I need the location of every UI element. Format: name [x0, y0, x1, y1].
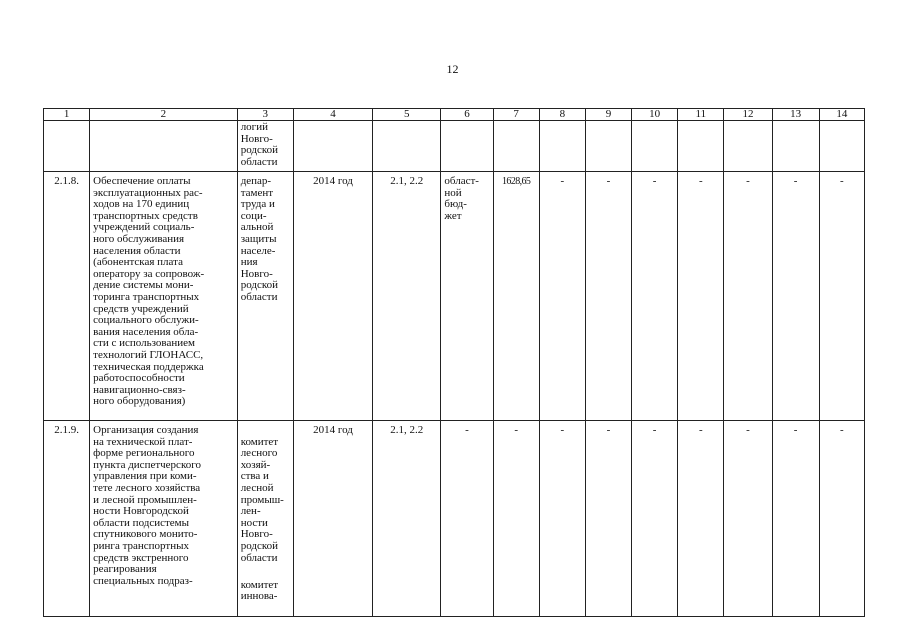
amount-cell: -: [678, 172, 724, 421]
amount-cell: -: [819, 172, 864, 421]
column-number: 10: [632, 109, 678, 121]
column-number: 3: [237, 109, 293, 121]
column-number: 11: [678, 109, 724, 121]
amount-cell: -: [772, 172, 819, 421]
responsible-cell: логий Новго- родской области: [237, 121, 293, 172]
continuation-row: [44, 121, 865, 172]
responsible-cell: [237, 421, 293, 617]
amount-cell: -: [632, 421, 678, 617]
amount-cell: -: [724, 172, 772, 421]
amount-cell: -: [585, 421, 631, 617]
column-number: 5: [373, 109, 441, 121]
source-cell: -: [441, 421, 493, 617]
measure-name: Обеспечение оплаты эксплуатационных рас- ходов на 170 единиц транспортных средств учреждений социаль- ного обслуживания населения области (абонентская плата оператору за сопровож- дение системы мони- торинга транспортных средств учреждений социального обслужи- вания населения обла- сти с использованием технологий ГЛОНАСС, техническая поддержка работоспособности навигационно-связ- ного оборудования): [90, 172, 238, 421]
targets-cell: 2.1, 2.2: [373, 172, 441, 421]
amount-cell: -: [493, 421, 539, 617]
program-table: [43, 108, 865, 617]
column-number: 13: [772, 109, 819, 121]
amount-cell: -: [678, 421, 724, 617]
amount-cell: 1628,65: [493, 172, 539, 421]
column-number: 4: [293, 109, 372, 121]
column-number: 14: [819, 109, 864, 121]
responsible-primary: комитет лесного хозяй- ства и лесной промыш- лен- ности Новго- родской области: [240, 435, 284, 564]
source-cell: област- ной бюд- жет: [441, 172, 493, 421]
amount-cell: -: [585, 172, 631, 421]
column-number-row: [44, 109, 865, 121]
targets-cell: 2.1, 2.2: [373, 421, 441, 617]
column-number: 2: [90, 109, 238, 121]
column-number: 8: [539, 109, 585, 121]
amount-cell: -: [819, 421, 864, 617]
table-row: [44, 172, 865, 421]
amount-cell: -: [632, 172, 678, 421]
measure-name: Организация создания на технической плат- форме регионального пункта диспетчерского управления при коми- тете лесного хозяйства и лесной промышлен- ности Новгородской области подсистемы спутникового монито- ринга транспортных средств экстренного реагирования специальных подраз-: [90, 421, 238, 617]
year-cell: 2014 год: [293, 172, 372, 421]
page-number: 12: [446, 62, 459, 76]
responsible-cell: депар- тамент труда и соци- альной защиты населе- ния Новго- родской области: [237, 172, 293, 421]
table-row: [44, 421, 865, 617]
item-number: 2.1.9.: [44, 421, 90, 617]
column-number: 1: [44, 109, 90, 121]
amount-cell: -: [772, 421, 819, 617]
column-number: 12: [724, 109, 772, 121]
item-number: 2.1.8.: [44, 172, 90, 421]
responsible-secondary: комитет иннова-: [240, 578, 279, 603]
amount-cell: -: [539, 172, 585, 421]
column-number: 9: [585, 109, 631, 121]
amount-cell: -: [539, 421, 585, 617]
year-cell: 2014 год: [293, 421, 372, 617]
column-number: 6: [441, 109, 493, 121]
column-number: 7: [493, 109, 539, 121]
amount-cell: -: [724, 421, 772, 617]
